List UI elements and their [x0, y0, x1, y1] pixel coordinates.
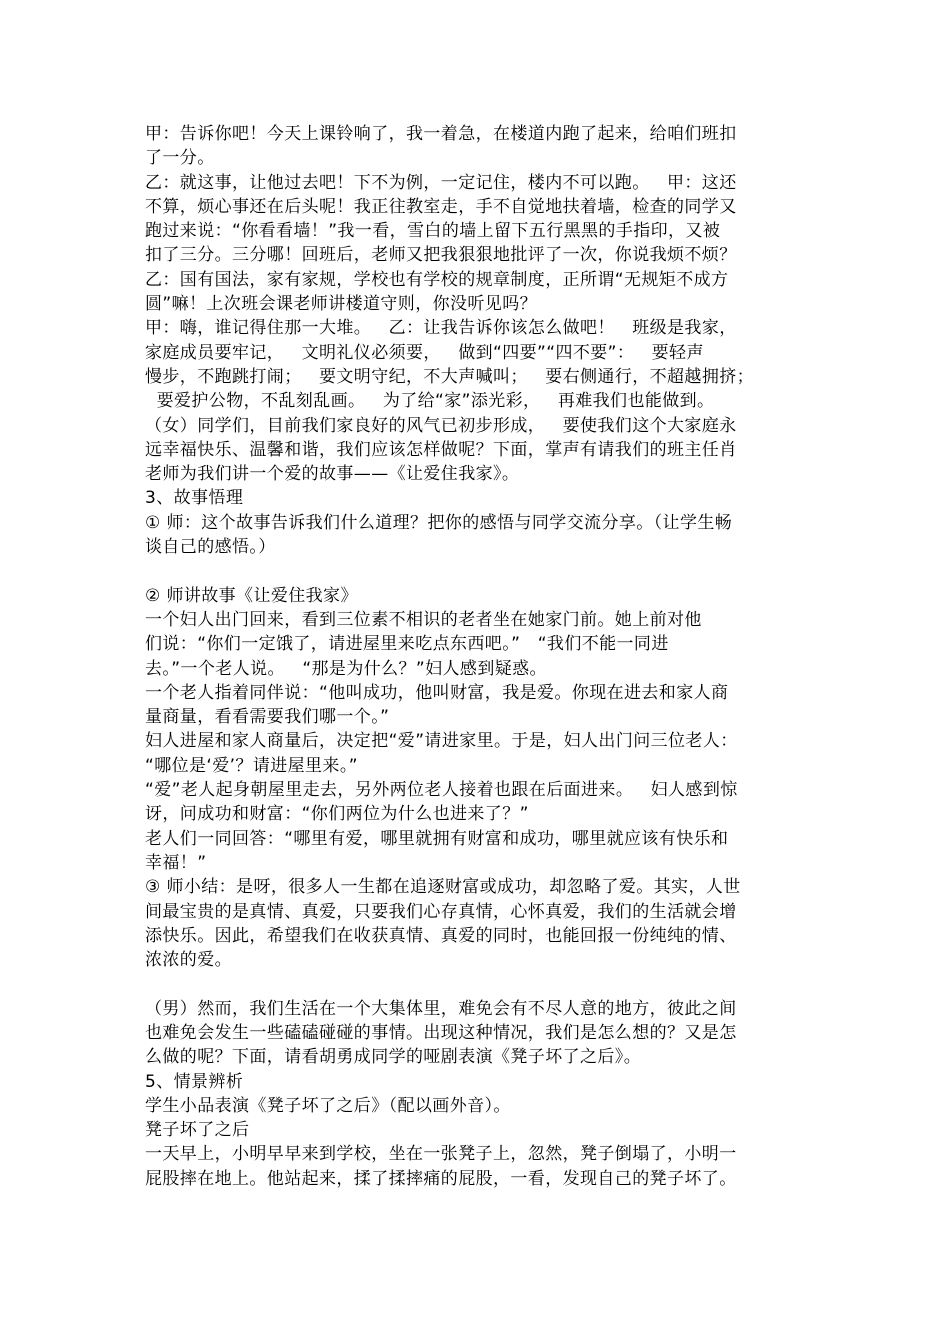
text-line: 一个老人指着同伴说：“他叫成功，他叫财富，我是爱。你现在进去和家人商 — [145, 682, 729, 703]
text-line: （男）然而，我们生活在一个大集体里，难免会有不尽人意的地方，彼此之间 — [145, 998, 737, 1019]
text-line: 去。”一个老人说。 “那是为什么？”妇人感到疑惑。 — [145, 658, 547, 679]
text-line: 浓浓的爱。 — [145, 950, 232, 971]
text-line: 妇人进屋和家人商量后，决定把“爱”请进家里。于是，妇人出门问三位老人： — [145, 731, 738, 752]
text-line: 讶，问成功和财富：“你们两位为什么也进来了？” — [145, 804, 529, 825]
text-line: 了一分。 — [145, 148, 215, 169]
text-line: ③ 师小结：是呀，很多人一生都在追逐财富或成功，却忽略了爱。其实，人世 — [145, 877, 741, 898]
text-line: 们说：“你们一定饿了，请进屋里来吃点东西吧。” “我们不能一同进 — [145, 634, 669, 655]
blank-line — [145, 559, 815, 583]
text-line: 远幸福快乐、温馨和谐，我们应该怎样做呢？下面，掌声有请我们的班主任肖 — [145, 439, 737, 460]
text-line: 一天早上，小明早早来到学校，坐在一张凳子上，忽然，凳子倒塌了，小明一 — [145, 1144, 737, 1165]
text-line: 5、情景辨析 — [145, 1071, 244, 1092]
text-line: 么做的呢？下面，请看胡勇成同学的哑剧表演《凳子坏了之后》。 — [145, 1047, 642, 1068]
text-line: 幸福！” — [145, 852, 207, 873]
text-line: 学生小品表演《凳子坏了之后》（配以画外音）。 — [145, 1095, 511, 1116]
text-line: 乙：就这事，让他过去吧！下不为例，一定记住，楼内不可以跑。 甲：这还 — [145, 172, 737, 193]
text-line: “哪位是‘爱’？请进屋里来。” — [145, 755, 358, 776]
text-line: 间最宝贵的是真情、真爱，只要我们心存真情，心怀真爱，我们的生活就会增 — [145, 901, 737, 922]
text-line: 要爱护公物，不乱刻乱画。 为了给“家”添光彩， 再难我们也能做到。 — [145, 391, 715, 412]
document-body — [145, 122, 815, 1191]
text-line: 老人们一同回答：“哪里有爱，哪里就拥有财富和成功，哪里就应该有快乐和 — [145, 828, 729, 849]
text-line: 谈自己的感悟。） — [145, 537, 276, 558]
text-line: 一个妇人出门回来，看到三位素不相识的老者坐在她家门前。她上前对他 — [145, 609, 702, 630]
text-line: 老师为我们讲一个爱的故事——《让爱住我家》。 — [145, 464, 520, 485]
text-line: 乙：国有国法，家有家规，学校也有学校的规章制度，正所谓“无规矩不成方 — [145, 269, 729, 290]
text-line: 3、故事悟理 — [145, 488, 244, 509]
text-line: 也难免会发生一些磕磕碰碰的事情。出现这种情况，我们是怎么想的？又是怎 — [145, 1022, 737, 1043]
text-line: 甲：嗨，谁记得住那一大堆。 乙：让我告诉你该怎么做吧！ 班级是我家， — [145, 318, 737, 339]
text-line: 慢步，不跑跳打闹； 要文明守纪，不大声喊叫； 要右侧通行，不超越拥挤； — [145, 366, 755, 387]
text-line: 圆”嘛！上次班会课老师讲楼道守则，你没听见吗？ — [145, 294, 538, 315]
text-line: 甲：告诉你吧！今天上课铃响了，我一着急，在楼道内跑了起来，给咱们班扣 — [145, 124, 737, 144]
text-line: “爱”老人起身朝屋里走去，另外两位老人接着也跟在后面进来。 妇人感到惊 — [145, 780, 738, 801]
text-line: ① 师：这个故事告诉我们什么道理？把你的感悟与同学交流分享。（让学生畅 — [145, 512, 733, 533]
text-line: 家庭成员要牢记， 文明礼仪必须要， 做到“四要”“四不要”： 要轻声 — [145, 342, 704, 363]
text-line: ② 师讲故事《让爱住我家》 — [145, 585, 358, 606]
text-line: 扣了三分。三分哪！回班后，老师又把我狠狠地批评了一次，你说我烦不烦？ — [145, 245, 737, 266]
text-line: 凳子坏了之后 — [145, 1120, 250, 1141]
text-line: 屁股摔在地上。他站起来，揉了揉摔痛的屁股，一看，发现自己的凳子坏了。 — [145, 1168, 737, 1189]
text-line: 不算，烦心事还在后头呢！我正往教室走，手不自觉地扶着墙，检查的同学又 — [145, 196, 737, 217]
blank-line — [145, 972, 815, 996]
text-line: （女）同学们，目前我们家良好的风气已初步形成， 要使我们这个大家庭永 — [145, 415, 737, 436]
text-line: 量商量，看看需要我们哪一个。” — [145, 707, 390, 728]
text-line: 添快乐。因此，希望我们在收获真情、真爱的同时，也能回报一份纯纯的情、 — [145, 925, 737, 946]
text-line: 跑过来说：“你看看墙！”我一看，雪白的墙上留下五行黑黑的手指印，又被 — [145, 221, 721, 242]
